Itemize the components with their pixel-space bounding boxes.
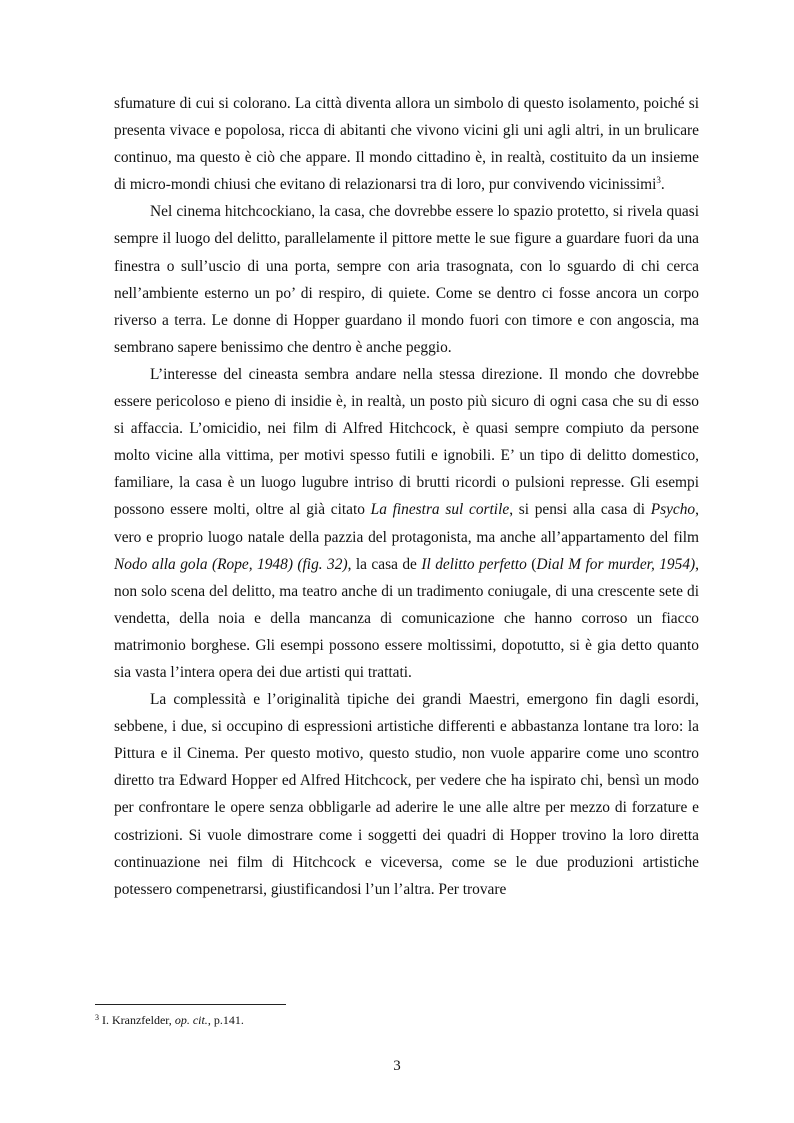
text-run: L’interesse del cineasta sembra andare nella stessa direzione. Il mondo che dovrebbe essere pericoloso e pieno di insidie è, in realtà, un posto più sicuro di ogni casa che su di esso si affaccia. L’omicidio, nei film di Alfred Hitchcock, è quasi sempre compiuto da persone molto vicine alla vittima, per motivi spesso futili e ignobili. E’ un tipo di delitto domestico, familiare, la casa è un luogo lugubre intriso di brutti ricordi o pulsioni represse. Gli esempi possono essere molti, oltre al già citato: [114, 365, 699, 519]
italic-title: La finestra sul cortile: [370, 501, 510, 519]
page-body: [114, 90, 699, 903]
text-run: .: [660, 176, 665, 194]
body-paragraph: [114, 90, 699, 198]
italic-title: Dial M for murder, 1954): [536, 555, 696, 573]
text-run: , si pensi alla casa di: [509, 501, 651, 519]
body-paragraph: [114, 198, 699, 361]
page-number: 3: [393, 1058, 401, 1074]
footnote-separator: [95, 1004, 286, 1005]
text-run: , la casa de: [347, 555, 422, 573]
italic-title: Il delitto perfetto: [421, 555, 527, 573]
text-run: , non solo scena del delitto, ma teatro anche di un tradimento coniugale, di una crescente sete di vendetta, della noia e della mancanza di comunicazione che hanno corroso un fiacco matrimonio borghese. Gli esempi possono essere moltissimi, dopotutto, si è gia detto quanto sia vasta l’intera opera dei due artisti qui trattati.: [114, 555, 700, 681]
footnote-marker: 3: [95, 1013, 99, 1022]
footnote-reference: op. cit.: [174, 1013, 208, 1027]
footnote: [95, 1012, 244, 1028]
text-run: La complessità e l’originalità tipiche dei grandi Maestri, emergono fin dagli esordi, sebbene, i due, si occupino di espressioni artistiche differenti e abbastanza lontane tra loro: la Pittura e il Cinema. Per questo motivo, questo studio, non vuole apparire come uno scontro diretto tra Edward Hopper ed Alfred Hitchcock, per vedere che ha ispirato chi, bensì un modo per confrontare le opere senza obbligarle ad aderire le une alle altre per mezzo di forzature e costrizioni. Si vuole dimostrare come i soggetti dei quadri di Hopper trovino la loro diretta continuazione nei film di Hitchcock e viceversa, come se le due produzioni artistiche potessero compenetrarsi, giustificandosi l’un l’altra. Per trovare: [114, 691, 699, 898]
footnote-page: , p.141.: [207, 1013, 244, 1027]
text-run: Nel cinema hitchcockiano, la casa, che dovrebbe essere lo spazio protetto, si rivela quasi sempre il luogo del delitto, parallelamente il pittore mette le sue figure a guardare fuori da una finestra o sull’uscio di una porta, sempre con aria trasognata, con lo sguardo di chi cerca nell’ambiente esterno un po’ di respiro, di quiete. Come se dentro ci fosse ancora un corpo riverso a terra. Le donne di Hopper guardano il mondo fuori con timore e con angoscia, ma sembrano sapere benissimo che dentro è anche peggio.: [114, 203, 699, 356]
text-run: (: [526, 555, 537, 573]
body-paragraph: [114, 361, 699, 686]
italic-title: Nodo alla gola (Rope, 1948) (fig. 32): [114, 555, 348, 573]
text-run: sfumature di cui si colorano. La città diventa allora un simbolo di questo isolamento, poiché si presenta vivace e popolosa, ricca di abitanti che vivono vicini gli uni agli altri, in un brulicare continuo, ma questo è ciò che appare. Il mondo cittadino è, in realtà, costituito da un insieme di micro-mondi chiusi che evitano di relazionarsi tra di loro, pur convivendo vicinissimi: [114, 95, 699, 194]
footnote-reference-marker: 3: [656, 175, 661, 186]
text-run: , vero e proprio luogo natale della pazzia del protagonista, ma anche all’appartamento del film: [114, 501, 699, 546]
body-paragraph: [114, 686, 699, 903]
footnote-author: I. Kranzfelder,: [99, 1013, 175, 1027]
italic-title: Psycho: [650, 501, 696, 519]
